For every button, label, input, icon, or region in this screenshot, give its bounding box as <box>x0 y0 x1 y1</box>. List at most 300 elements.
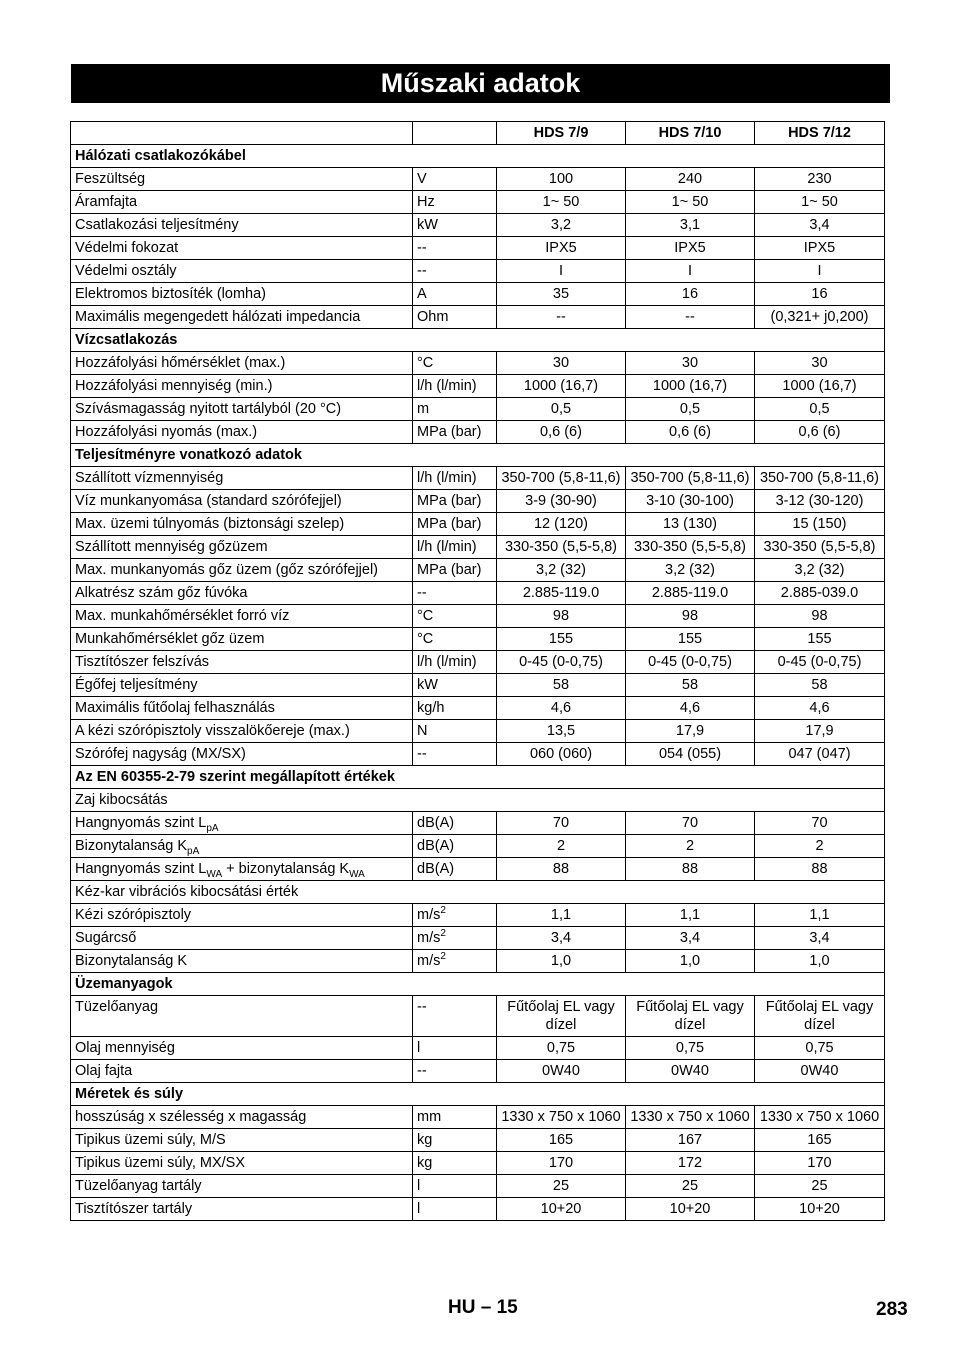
value-cell: 1,0 <box>755 950 885 973</box>
value-cell: 3-10 (30-100) <box>626 490 755 513</box>
technical-data-table <box>70 121 885 1221</box>
value-cell: 58 <box>626 674 755 697</box>
table-row <box>71 559 885 582</box>
unit-text: m/s <box>417 907 441 923</box>
parameter-label-cell <box>71 743 413 766</box>
unit-cell <box>413 513 497 536</box>
section-label: Hálózati csatlakozókábel <box>71 145 885 168</box>
unit-cell <box>413 191 497 214</box>
unit-text: dB(A) <box>417 815 455 831</box>
parameter-subscript: WA <box>206 868 223 880</box>
value-cell: 1,1 <box>497 904 626 927</box>
unit-cell <box>413 398 497 421</box>
value-cell: 3,2 (32) <box>626 559 755 582</box>
table-row <box>71 904 885 927</box>
unit-text: kW <box>417 677 438 693</box>
parameter-label-cell <box>71 214 413 237</box>
parameter-label-cell <box>71 421 413 444</box>
section-header-row <box>71 973 885 996</box>
section-label: Kéz-kar vibrációs kibocsátási érték <box>71 881 885 904</box>
value-cell: 330-350 (5,5-5,8) <box>755 536 885 559</box>
parameter-label: Maximális megengedett hálózati impedancia <box>75 309 361 325</box>
parameter-label: Tisztítószer felszívás <box>75 654 210 670</box>
table-row <box>71 996 885 1037</box>
value-cell: 17,9 <box>626 720 755 743</box>
unit-text: MPa (bar) <box>417 516 482 532</box>
table-row <box>71 1037 885 1060</box>
value-cell: 0,5 <box>755 398 885 421</box>
header-cell <box>413 122 497 145</box>
unit-cell <box>413 582 497 605</box>
unit-cell <box>413 1060 497 1083</box>
unit-text: l/h (l/min) <box>417 470 477 486</box>
unit-cell <box>413 168 497 191</box>
parameter-label-cell <box>71 1060 413 1083</box>
unit-cell <box>413 283 497 306</box>
unit-text: kg <box>417 1132 433 1148</box>
unit-cell <box>413 1106 497 1129</box>
parameter-label-cell <box>71 927 413 950</box>
parameter-label-cell <box>71 559 413 582</box>
section-label: Vízcsatlakozás <box>71 329 885 352</box>
value-cell: 3-9 (30-90) <box>497 490 626 513</box>
unit-cell <box>413 1129 497 1152</box>
unit-text: m/s <box>417 930 441 946</box>
parameter-label: Tüzelőanyag tartály <box>75 1178 202 1194</box>
value-cell: 1~ 50 <box>626 191 755 214</box>
unit-cell <box>413 536 497 559</box>
value-cell: -- <box>497 306 626 329</box>
value-cell: 3,2 (32) <box>497 559 626 582</box>
value-cell: Fűtőolaj EL vagy dízel <box>497 996 626 1037</box>
table-row <box>71 536 885 559</box>
unit-superscript: 2 <box>440 951 446 963</box>
parameter-label: Víz munkanyomása (standard szórófejjel) <box>75 493 342 509</box>
value-cell: 240 <box>626 168 755 191</box>
value-cell: 35 <box>497 283 626 306</box>
unit-cell <box>413 1175 497 1198</box>
table-row <box>71 191 885 214</box>
section-header-row <box>71 444 885 467</box>
value-cell: 13 (130) <box>626 513 755 536</box>
parameter-label-cell <box>71 651 413 674</box>
parameter-label-cell <box>71 467 413 490</box>
parameter-label-cell <box>71 283 413 306</box>
parameter-subscript: WA <box>349 868 365 880</box>
unit-text: l/h (l/min) <box>417 654 477 670</box>
section-label: Az EN 60355-2-79 szerint megállapított értékek <box>71 766 885 789</box>
parameter-label: Olaj fajta <box>75 1063 133 1079</box>
parameter-label: Védelmi fokozat <box>75 240 179 256</box>
section-label: Teljesítményre vonatkozó adatok <box>71 444 885 467</box>
value-cell: 15 (150) <box>755 513 885 536</box>
unit-cell <box>413 375 497 398</box>
unit-cell <box>413 904 497 927</box>
unit-cell <box>413 927 497 950</box>
unit-text: kW <box>417 217 438 233</box>
unit-text: -- <box>417 746 427 762</box>
value-cell: 170 <box>755 1152 885 1175</box>
parameter-label: Égőfej teljesítmény <box>75 677 198 693</box>
header-cell: HDS 7/9 <box>497 122 626 145</box>
unit-text: MPa (bar) <box>417 493 482 509</box>
value-cell: 1,0 <box>626 950 755 973</box>
unit-text: mm <box>417 1109 442 1125</box>
table-header-row <box>71 122 885 145</box>
value-cell: 1000 (16,7) <box>497 375 626 398</box>
value-cell: 172 <box>626 1152 755 1175</box>
parameter-label: Áramfajta <box>75 194 138 210</box>
section-header-row <box>71 1083 885 1106</box>
parameter-label: Max. munkahőmérséklet forró víz <box>75 608 290 624</box>
value-cell: 155 <box>497 628 626 651</box>
table-row <box>71 237 885 260</box>
unit-cell <box>413 214 497 237</box>
parameter-label: Max. üzemi túlnyomás (biztonsági szelep) <box>75 516 345 532</box>
value-cell: 0W40 <box>755 1060 885 1083</box>
unit-cell <box>413 1198 497 1221</box>
unit-text: -- <box>417 263 427 279</box>
unit-superscript: 2 <box>440 905 446 917</box>
value-cell: 88 <box>497 858 626 881</box>
value-cell: 1~ 50 <box>755 191 885 214</box>
unit-cell <box>413 835 497 858</box>
parameter-label: Szívásmagasság nyitott tartályból (20 °C) <box>75 401 342 417</box>
value-cell: (0,321+ j0,200) <box>755 306 885 329</box>
table-row <box>71 1106 885 1129</box>
parameter-label: Maximális fűtőolaj felhasználás <box>75 700 275 716</box>
value-cell: 2.885-039.0 <box>755 582 885 605</box>
value-cell: 25 <box>497 1175 626 1198</box>
value-cell: 350-700 (5,8-11,6) <box>626 467 755 490</box>
value-cell: 2.885-119.0 <box>497 582 626 605</box>
parameter-label: Elektromos biztosíték (lomha) <box>75 286 266 302</box>
unit-cell <box>413 490 497 513</box>
parameter-label: A kézi szórópisztoly visszalökőereje (max.) <box>75 723 350 739</box>
table-row <box>71 513 885 536</box>
value-cell: 0,5 <box>497 398 626 421</box>
parameter-label-cell <box>71 697 413 720</box>
parameter-label-cell <box>71 996 413 1037</box>
table-row <box>71 651 885 674</box>
unit-cell <box>413 743 497 766</box>
parameter-label-cell <box>71 950 413 973</box>
value-cell: 0-45 (0-0,75) <box>626 651 755 674</box>
section-header-row <box>71 329 885 352</box>
value-cell: 1000 (16,7) <box>626 375 755 398</box>
value-cell: 3,4 <box>626 927 755 950</box>
parameter-label-cell <box>71 375 413 398</box>
table-row <box>71 605 885 628</box>
parameter-label-cell <box>71 490 413 513</box>
unit-text: °C <box>417 631 434 647</box>
section-header-row <box>71 145 885 168</box>
value-cell: 3,4 <box>755 927 885 950</box>
value-cell: 0,5 <box>626 398 755 421</box>
value-cell: 1330 x 750 x 1060 <box>626 1106 755 1129</box>
section-label: Üzemanyagok <box>71 973 885 996</box>
table-row <box>71 697 885 720</box>
parameter-label: Tipikus üzemi súly, M/S <box>75 1132 226 1148</box>
parameter-label: Olaj mennyiség <box>75 1040 175 1056</box>
parameter-label-cell <box>71 720 413 743</box>
page-title: Műszaki adatok <box>71 64 890 103</box>
value-cell: 3,4 <box>755 214 885 237</box>
parameter-label-cell <box>71 1129 413 1152</box>
value-cell: 10+20 <box>626 1198 755 1221</box>
unit-cell <box>413 559 497 582</box>
value-cell: 2 <box>755 835 885 858</box>
parameter-label: Hangnyomás szint L <box>75 861 207 877</box>
value-cell: I <box>755 260 885 283</box>
table-row <box>71 490 885 513</box>
unit-cell <box>413 812 497 835</box>
parameter-label: Szállított mennyiség gőzüzem <box>75 539 268 555</box>
unit-text: -- <box>417 240 427 256</box>
section-label: Zaj kibocsátás <box>71 789 885 812</box>
value-cell: 25 <box>626 1175 755 1198</box>
unit-cell <box>413 1037 497 1060</box>
unit-text: MPa (bar) <box>417 562 482 578</box>
subsection-row <box>71 881 885 904</box>
value-cell: 70 <box>626 812 755 835</box>
unit-text: °C <box>417 608 434 624</box>
parameter-label-cell <box>71 398 413 421</box>
parameter-label: Alkatrész szám gőz fúvóka <box>75 585 248 601</box>
parameter-label: Szórófej nagyság (MX/SX) <box>75 746 246 762</box>
table-row <box>71 720 885 743</box>
unit-cell <box>413 421 497 444</box>
table-row <box>71 168 885 191</box>
parameter-label: Max. munkanyomás gőz üzem (gőz szórófejjel) <box>75 562 379 578</box>
table-row <box>71 743 885 766</box>
unit-text: l <box>417 1178 421 1194</box>
value-cell: 17,9 <box>755 720 885 743</box>
table-row <box>71 674 885 697</box>
value-cell: 30 <box>497 352 626 375</box>
header-cell: HDS 7/12 <box>755 122 885 145</box>
value-cell: 1,0 <box>497 950 626 973</box>
unit-cell <box>413 858 497 881</box>
value-cell: 4,6 <box>755 697 885 720</box>
value-cell: I <box>497 260 626 283</box>
parameter-label-cell <box>71 628 413 651</box>
value-cell: 10+20 <box>497 1198 626 1221</box>
table-row <box>71 1152 885 1175</box>
table-row <box>71 950 885 973</box>
value-cell: 88 <box>626 858 755 881</box>
unit-cell <box>413 996 497 1037</box>
unit-text: dB(A) <box>417 838 455 854</box>
header-cell: HDS 7/10 <box>626 122 755 145</box>
unit-cell <box>413 467 497 490</box>
parameter-label-cell <box>71 582 413 605</box>
unit-cell <box>413 352 497 375</box>
table-row <box>71 858 885 881</box>
parameter-label: Sugárcső <box>75 930 137 946</box>
parameter-label-cell <box>71 835 413 858</box>
unit-cell <box>413 605 497 628</box>
parameter-subscript: pA <box>187 845 200 857</box>
value-cell: I <box>626 260 755 283</box>
unit-text: Hz <box>417 194 435 210</box>
parameter-label-cell <box>71 536 413 559</box>
unit-cell <box>413 674 497 697</box>
parameter-label-cell <box>71 605 413 628</box>
table-row <box>71 375 885 398</box>
value-cell: 0,75 <box>755 1037 885 1060</box>
parameter-label: Hangnyomás szint L <box>75 815 207 831</box>
value-cell: 3,2 (32) <box>755 559 885 582</box>
value-cell: 330-350 (5,5-5,8) <box>497 536 626 559</box>
value-cell: 330-350 (5,5-5,8) <box>626 536 755 559</box>
value-cell: 167 <box>626 1129 755 1152</box>
parameter-label: Kézi szórópisztoly <box>75 907 192 923</box>
parameter-label: Hozzáfolyási nyomás (max.) <box>75 424 258 440</box>
parameter-label: Tipikus üzemi súly, MX/SX <box>75 1155 246 1171</box>
value-cell: 155 <box>626 628 755 651</box>
value-cell: 88 <box>755 858 885 881</box>
unit-text: l/h (l/min) <box>417 539 477 555</box>
value-cell: 0-45 (0-0,75) <box>755 651 885 674</box>
table-row <box>71 1198 885 1221</box>
value-cell: 4,6 <box>497 697 626 720</box>
unit-text: m/s <box>417 953 441 969</box>
parameter-label: Tisztítószer tartály <box>75 1201 193 1217</box>
table-row <box>71 306 885 329</box>
value-cell: 0,75 <box>626 1037 755 1060</box>
parameter-label-continued: + bizonytalanság K <box>222 861 350 877</box>
table-row <box>71 812 885 835</box>
unit-text: -- <box>417 1063 427 1079</box>
unit-text: -- <box>417 999 427 1015</box>
value-cell: 2 <box>626 835 755 858</box>
unit-cell <box>413 720 497 743</box>
table-row <box>71 421 885 444</box>
value-cell: 230 <box>755 168 885 191</box>
unit-cell <box>413 651 497 674</box>
value-cell: 1330 x 750 x 1060 <box>755 1106 885 1129</box>
value-cell: IPX5 <box>626 237 755 260</box>
parameter-label: Hozzáfolyási mennyiség (min.) <box>75 378 273 394</box>
parameter-label: Bizonytalanság K <box>75 953 188 969</box>
value-cell: 70 <box>755 812 885 835</box>
value-cell: 30 <box>626 352 755 375</box>
value-cell: 054 (055) <box>626 743 755 766</box>
parameter-label-cell <box>71 858 413 881</box>
value-cell: 58 <box>497 674 626 697</box>
subsection-row <box>71 789 885 812</box>
table-row <box>71 1175 885 1198</box>
unit-text: l <box>417 1201 421 1217</box>
unit-text: MPa (bar) <box>417 424 482 440</box>
unit-text: dB(A) <box>417 861 455 877</box>
value-cell: 1,1 <box>626 904 755 927</box>
unit-text: A <box>417 286 427 302</box>
parameter-label: Csatlakozási teljesítmény <box>75 217 239 233</box>
parameter-label: Munkahőmérséklet gőz üzem <box>75 631 265 647</box>
header-cell <box>71 122 413 145</box>
section-header-row <box>71 766 885 789</box>
value-cell: 0,6 (6) <box>626 421 755 444</box>
table-row <box>71 467 885 490</box>
value-cell: 1~ 50 <box>497 191 626 214</box>
value-cell: IPX5 <box>497 237 626 260</box>
value-cell: 13,5 <box>497 720 626 743</box>
value-cell: -- <box>626 306 755 329</box>
value-cell: 16 <box>755 283 885 306</box>
unit-cell <box>413 237 497 260</box>
table-row <box>71 283 885 306</box>
parameter-label-cell <box>71 1198 413 1221</box>
value-cell: 12 (120) <box>497 513 626 536</box>
parameter-label: Védelmi osztály <box>75 263 177 279</box>
parameter-label-cell <box>71 674 413 697</box>
parameter-label: hosszúság x szélesség x magasság <box>75 1109 307 1125</box>
value-cell: 70 <box>497 812 626 835</box>
unit-cell <box>413 306 497 329</box>
table-row <box>71 1129 885 1152</box>
value-cell: 3,4 <box>497 927 626 950</box>
table-row <box>71 398 885 421</box>
unit-text: l <box>417 1040 421 1056</box>
value-cell: 2.885-119.0 <box>626 582 755 605</box>
value-cell: 100 <box>497 168 626 191</box>
value-cell: 0W40 <box>497 1060 626 1083</box>
value-cell: 1000 (16,7) <box>755 375 885 398</box>
unit-text: °C <box>417 355 434 371</box>
unit-cell <box>413 697 497 720</box>
parameter-label-cell <box>71 352 413 375</box>
value-cell: 10+20 <box>755 1198 885 1221</box>
value-cell: 4,6 <box>626 697 755 720</box>
value-cell: 0W40 <box>626 1060 755 1083</box>
footer-page-number: 283 <box>876 1299 908 1320</box>
value-cell: 3,1 <box>626 214 755 237</box>
parameter-label-cell <box>71 513 413 536</box>
value-cell: Fűtőolaj EL vagy dízel <box>755 996 885 1037</box>
value-cell: 58 <box>755 674 885 697</box>
value-cell: 3-12 (30-120) <box>755 490 885 513</box>
unit-text: V <box>417 171 427 187</box>
value-cell: 3,2 <box>497 214 626 237</box>
table-row <box>71 1060 885 1083</box>
table-row <box>71 214 885 237</box>
value-cell: 165 <box>497 1129 626 1152</box>
parameter-label: Bizonytalanság K <box>75 838 188 854</box>
unit-text: l/h (l/min) <box>417 378 477 394</box>
table-row <box>71 927 885 950</box>
table-row <box>71 835 885 858</box>
value-cell: 1,1 <box>755 904 885 927</box>
unit-text: kg/h <box>417 700 445 716</box>
parameter-label-cell <box>71 1037 413 1060</box>
unit-text: Ohm <box>417 309 449 325</box>
value-cell: 30 <box>755 352 885 375</box>
unit-text: kg <box>417 1155 433 1171</box>
value-cell: 047 (047) <box>755 743 885 766</box>
parameter-label-cell <box>71 260 413 283</box>
value-cell: 350-700 (5,8-11,6) <box>755 467 885 490</box>
parameter-label-cell <box>71 191 413 214</box>
parameter-label-cell <box>71 306 413 329</box>
table-row <box>71 352 885 375</box>
unit-superscript: 2 <box>440 928 446 940</box>
value-cell: 155 <box>755 628 885 651</box>
value-cell: 0,75 <box>497 1037 626 1060</box>
unit-cell <box>413 950 497 973</box>
parameter-label-cell <box>71 1175 413 1198</box>
